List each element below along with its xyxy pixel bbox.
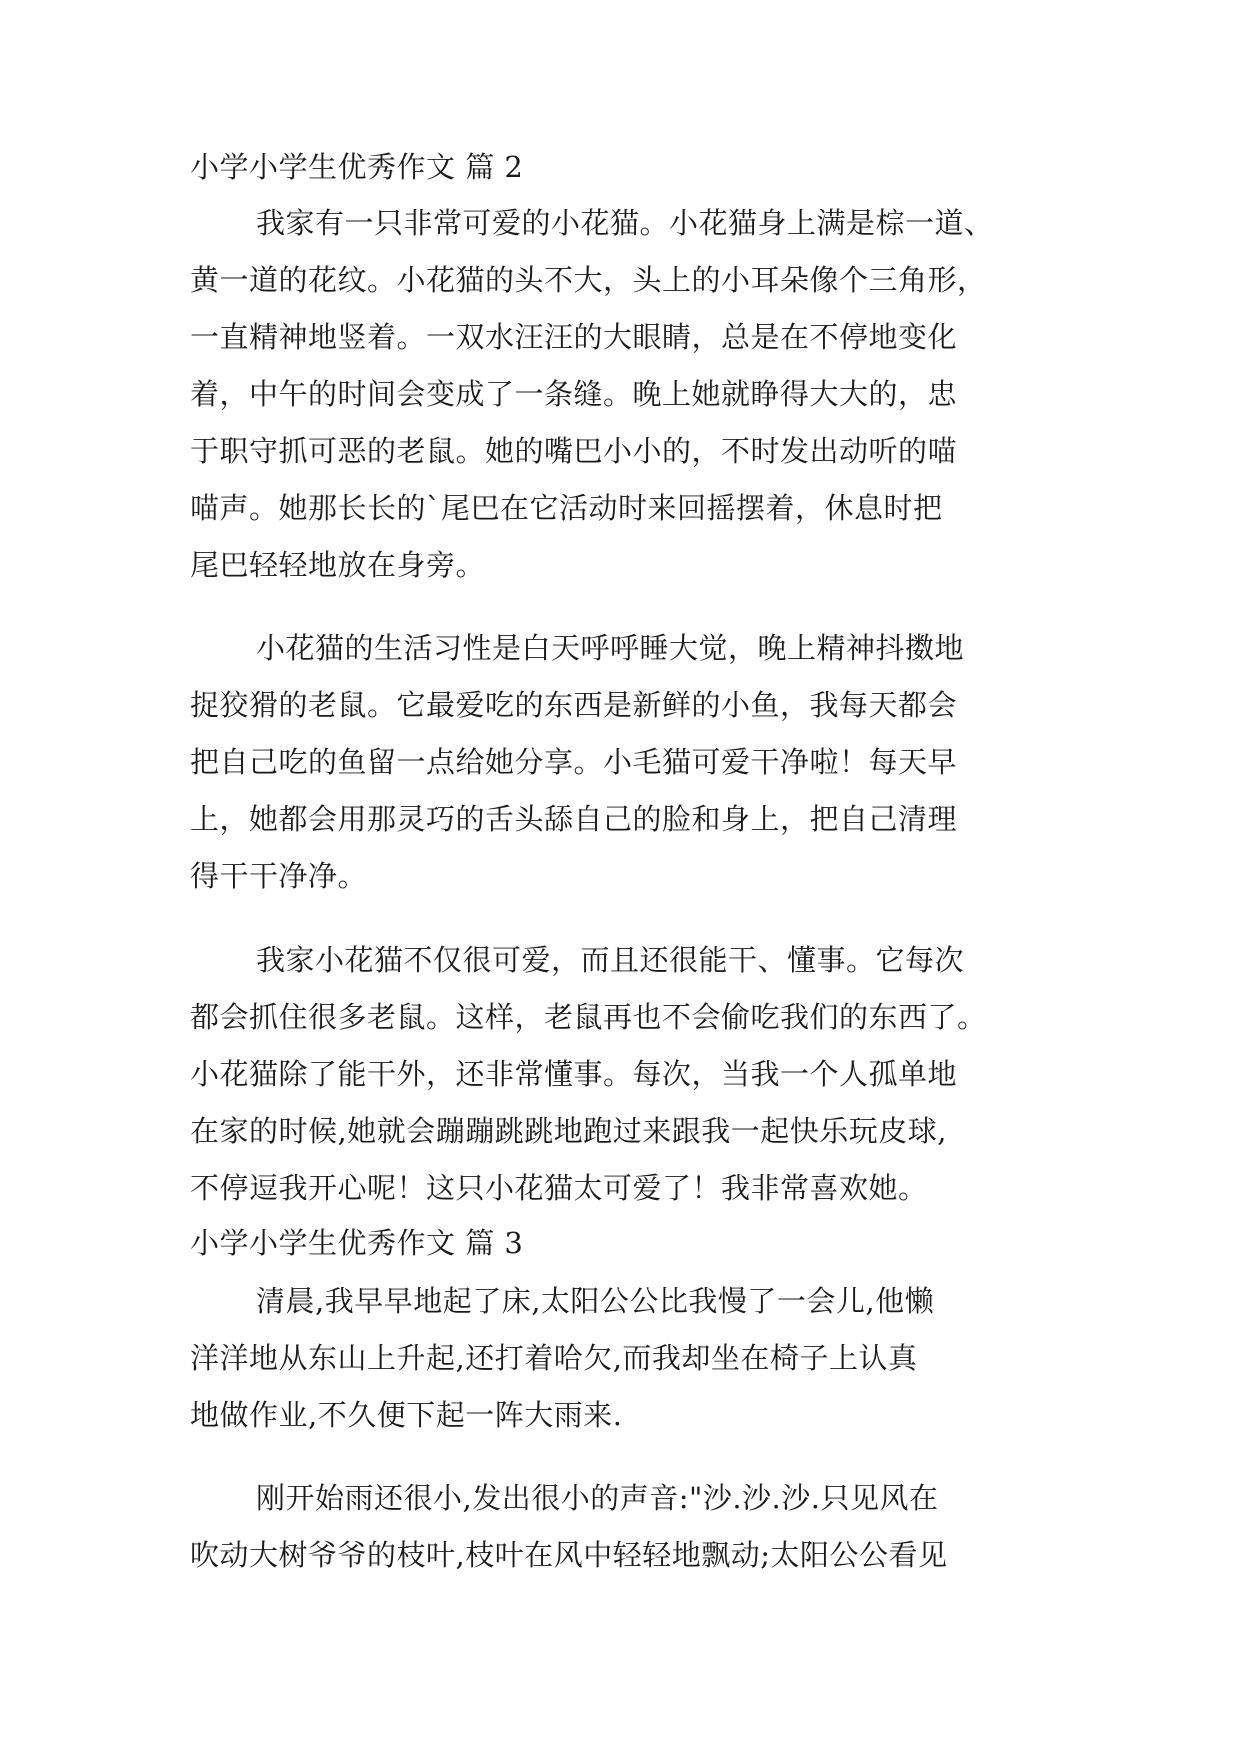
text-line: 一直精神地竖着。一双水汪汪的大眼睛，总是在不停地变化 bbox=[190, 320, 958, 354]
text-line: 我家有一只非常可爱的小花猫。小花猫身上满是棕一道、 bbox=[256, 206, 994, 240]
text-line: 把自己吃的鱼留一点给她分享。小毛猫可爱干净啦！每天早 bbox=[190, 745, 958, 779]
text-line: 小花猫除了能干外，还非常懂事。每次，当我一个人孤单地 bbox=[190, 1057, 958, 1091]
text-line: 吹动大树爷爷的枝叶,枝叶在风中轻轻地飘动;太阳公公看见 bbox=[190, 1538, 948, 1572]
section-heading: 小学小学生优秀作文 篇 2 bbox=[190, 150, 524, 184]
text-line: 上，她都会用那灵巧的舌头舔自己的脸和身上，把自己清理 bbox=[190, 802, 958, 836]
text-line: 都会抓住很多老鼠。这样，老鼠再也不会偷吃我们的东西了。 bbox=[190, 1000, 987, 1034]
text-line: 不停逗我开心呢！这只小花猫太可爱了！我非常喜欢她。 bbox=[190, 1171, 928, 1205]
text-line: 地做作业,不久便下起一阵大雨来. bbox=[190, 1398, 623, 1432]
text-line: 洋洋地从东山上升起,还打着哈欠,而我却坐在椅子上认真 bbox=[190, 1341, 918, 1375]
text-line: 捉狡猾的老鼠。它最爱吃的东西是新鲜的小鱼，我每天都会 bbox=[190, 688, 958, 722]
text-line: 刚开始雨还很小,发出很小的声音:"沙.沙.沙.只见风在 bbox=[256, 1481, 939, 1515]
text-line: 尾巴轻轻地放在身旁。 bbox=[190, 548, 486, 582]
text-line: 清晨,我早早地起了床,太阳公公比我慢了一会儿,他懒 bbox=[256, 1284, 935, 1318]
text-line: 黄一道的花纹。小花猫的头不大，头上的小耳朵像个三角形， bbox=[190, 263, 987, 297]
text-line: 着，中午的时间会变成了一条缝。晚上她就睁得大大的，忠 bbox=[190, 377, 958, 411]
text-line: 于职守抓可恶的老鼠。她的嘴巴小小的，不时发出动听的喵 bbox=[190, 434, 958, 468]
section-heading: 小学小学生优秀作文 篇 3 bbox=[190, 1226, 524, 1260]
text-line: 喵声。她那长长的`尾巴在它活动时来回摇摆着，休息时把 bbox=[190, 491, 943, 525]
text-line: 得干干净净。 bbox=[190, 859, 368, 893]
text-line: 我家小花猫不仅很可爱，而且还很能干、懂事。它每次 bbox=[256, 943, 965, 977]
text-line: 在家的时候,她就会蹦蹦跳跳地跑过来跟我一起快乐玩皮球, bbox=[190, 1114, 947, 1148]
text-line: 小花猫的生活习性是白天呼呼睡大觉，晚上精神抖擞地 bbox=[256, 631, 965, 665]
